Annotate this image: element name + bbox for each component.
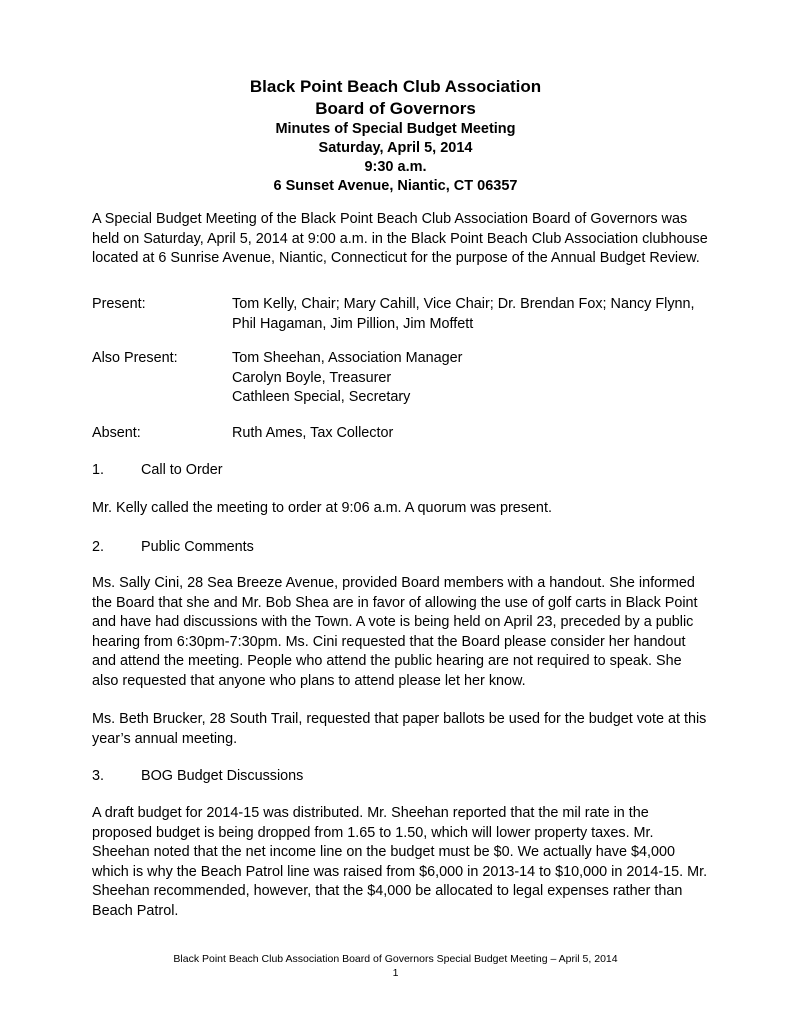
section-number: 1. bbox=[92, 462, 105, 478]
intro-paragraph bbox=[92, 210, 712, 269]
section-number: 3. bbox=[92, 768, 105, 784]
document-header bbox=[0, 76, 791, 196]
organization-name: Black Point Beach Club Association bbox=[249, 77, 542, 96]
also-present-item: Cathleen Special, Secretary bbox=[232, 389, 411, 405]
intro-text: A Special Budget Meeting of the Black Point Beach Club Association Board of Governors was held on Saturday, April 5, 2014 at 9:00 a.m. in the Black Point Beach Club Association clubhouse located at 6 Sunrise Avenue, Niantic, Connecticut for the purpose of the Annual Budget Review. bbox=[92, 211, 708, 266]
absent-row bbox=[92, 424, 712, 444]
meeting-date: Saturday, April 5, 2014 bbox=[318, 140, 473, 156]
call-to-order-text: Mr. Kelly called the meeting to order at 9:06 a.m. A quorum was present. bbox=[92, 500, 552, 516]
budget-discussion-paragraph bbox=[92, 804, 712, 921]
meeting-type: Minutes of Special Budget Meeting bbox=[275, 121, 516, 137]
also-present-list bbox=[232, 349, 712, 408]
section-title: BOG Budget Discussions bbox=[141, 768, 304, 784]
public-comment-paragraph-1 bbox=[92, 574, 712, 691]
meeting-location: 6 Sunset Avenue, Niantic, CT 06357 bbox=[273, 178, 518, 194]
footer-text: Black Point Beach Club Association Board of Governors Special Budget Meeting – April 5, 2014 bbox=[173, 953, 618, 965]
meeting-time: 9:30 a.m. bbox=[364, 159, 427, 175]
public-comment-text: Ms. Beth Brucker, 28 South Trail, requested that paper ballots be used for the budget vote at this year’s annual meeting. bbox=[92, 711, 707, 747]
also-present-item: Carolyn Boyle, Treasurer bbox=[232, 369, 392, 386]
call-to-order-paragraph bbox=[92, 499, 712, 519]
page-number: 1 bbox=[392, 967, 399, 979]
also-present-label: Also Present: bbox=[92, 350, 178, 366]
board-name: Board of Governors bbox=[315, 99, 476, 118]
section-title: Public Comments bbox=[141, 539, 254, 555]
absent-value: Ruth Ames, Tax Collector bbox=[232, 425, 394, 441]
absent-label: Absent: bbox=[92, 425, 141, 441]
also-present-row bbox=[92, 349, 712, 409]
present-label: Present: bbox=[92, 296, 146, 312]
page-footer bbox=[0, 952, 791, 980]
public-comment-text: Ms. Sally Cini, 28 Sea Breeze Avenue, provided Board members with a handout. She informed the Board that she and Mr. Bob Shea are in favor of allowing the use of golf carts in Black Point and have had discussions with the Town. A vote is being held on April 23, preceded by a public hearing from 6:30pm-7:30pm. Ms. Cini requested that the Board please consider her handout and attend the meeting. People who attend the public hearing are not required to speak. She also requested that anyone who plans to attend please let her know. bbox=[92, 575, 698, 689]
present-value: Tom Kelly, Chair; Mary Cahill, Vice Chair; Dr. Brendan Fox; Nancy Flynn, Phil Hagaman, Jim Pillion, Jim Moffett bbox=[232, 296, 695, 332]
section-number: 2. bbox=[92, 539, 105, 555]
also-present-item: Tom Sheehan, Association Manager bbox=[232, 350, 463, 366]
present-row bbox=[92, 295, 712, 335]
budget-discussion-text: A draft budget for 2014-15 was distributed. Mr. Sheehan reported that the mil rate in the proposed budget is being dropped from 1.65 to 1.50, which will lower property taxes. Mr. Sheehan noted that the net income line on the budget must be $0. We actually have $4,000 which is why the Beach Patrol line was raised from $6,000 in 2013-14 to $10,000 in 2014-15. Mr. Sheehan recommended, however, that the $4,000 be allocated to legal expenses rather than Beach Patrol. bbox=[92, 805, 708, 919]
section-title: Call to Order bbox=[141, 462, 223, 478]
public-comment-paragraph-2 bbox=[92, 710, 712, 749]
